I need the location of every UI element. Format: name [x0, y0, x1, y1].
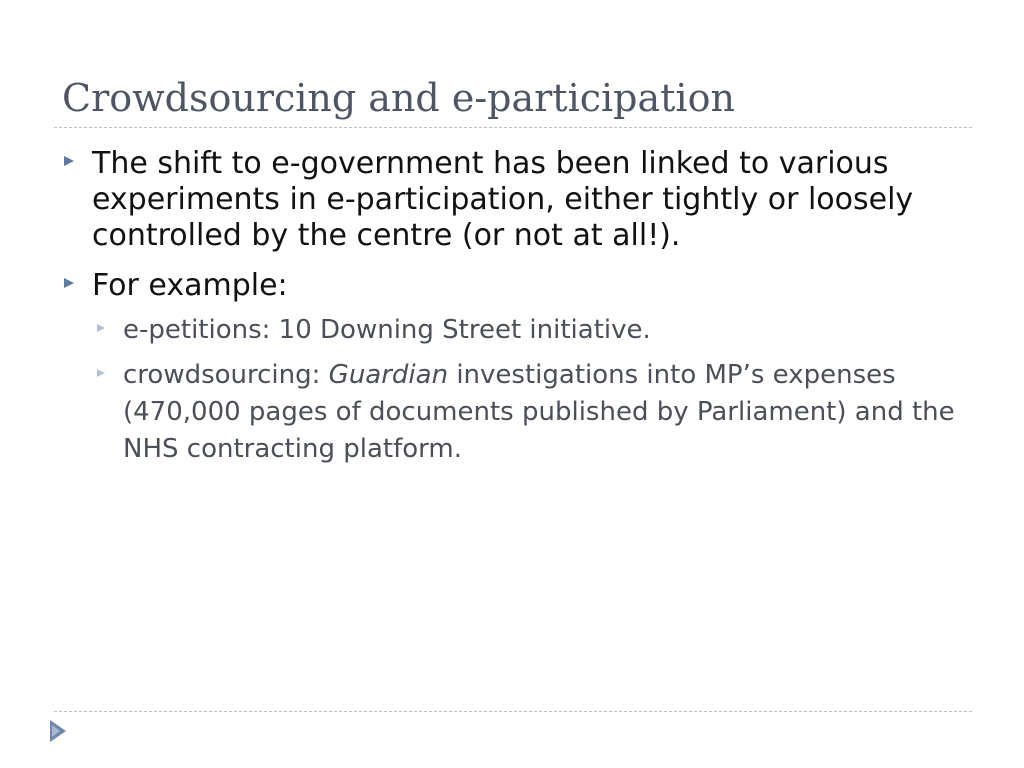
sub-bullet-emphasis: Guardian [328, 360, 449, 390]
next-slide-arrow-icon[interactable] [50, 720, 66, 742]
slide-content [60, 146, 960, 476]
title-divider [54, 127, 972, 128]
sub-bullet-item [60, 357, 960, 468]
triangle-right-icon [64, 156, 74, 166]
sub-bullet-prefix: crowdsourcing: [123, 360, 329, 390]
slide-title: Crowdsourcing and e-participation [62, 76, 735, 120]
triangle-right-icon [97, 324, 105, 332]
sub-bullet-item [60, 312, 960, 349]
sub-bullet-text: e-petitions: 10 Downing Street initiative. [123, 315, 651, 345]
footer-divider [54, 711, 972, 712]
bullet-item [60, 268, 960, 304]
triangle-right-icon [97, 369, 105, 377]
sub-bullet-suffix: investigations into MP’s expenses (470,000 pages of documents published by Parliament) and the NHS contracting platform. [123, 360, 955, 464]
triangle-right-icon [64, 278, 74, 288]
bullet-text: The shift to e-government has been linked to various experiments in e-participation, either tightly or loosely controlled by the centre (or not at all!). [92, 146, 914, 253]
bullet-item [60, 146, 960, 254]
bullet-text: For example: [92, 268, 288, 303]
sub-bullet-list [60, 312, 960, 468]
